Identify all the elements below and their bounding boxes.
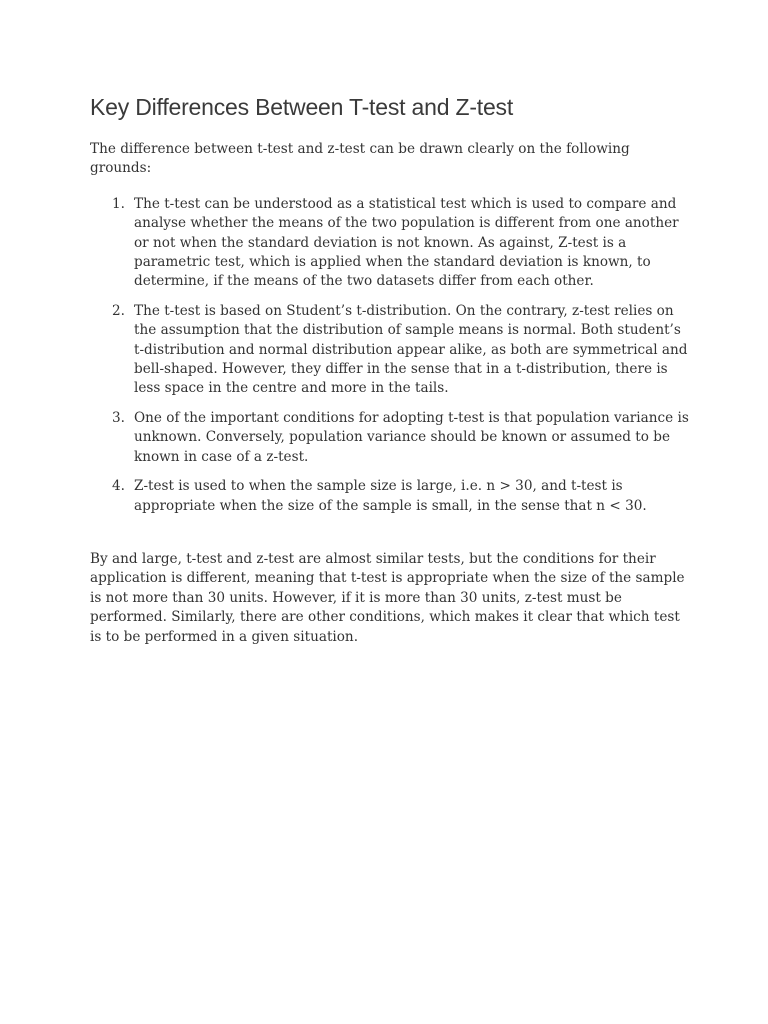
intro-paragraph: The difference between t-test and z-test can be drawn clearly on the following grounds:	[90, 141, 630, 177]
list-item-text: Z-test is used to when the sample size is large, i.e. n > 30, and t-test is appropriate when the size of the sample is small, in the sense that n < 30.	[134, 478, 647, 514]
conclusion-paragraph: By and large, t-test and z-test are almost similar tests, but the conditions for their application is different, meaning that t-test is appropriate when the size of the sample is not more than 30 units. However, if it is more than 30 units, z-test must be performed. Similarly, there are other conditions, which makes it clear that which test is to be performed in a given situation.	[90, 550, 685, 645]
list-item-number: 1.	[112, 195, 125, 212]
differences-list	[90, 195, 690, 516]
list-item-text: The t-test can be understood as a statistical test which is used to compare and analyse whether the means of the two population is different from one another or not when the standard deviation is not known. As against, Z-test is a parametric test, which is applied when the standard deviation is known, to determine, if the means of the two datasets differ from each other.	[134, 195, 679, 290]
list-item-text: The t-test is based on Student’s t-distribution. On the contrary, z-test relies on the assumption that the distribution of sample means is normal. Both student’s t-distribution and normal distribution appear alike, as both are symmetrical and bell-shaped. However, they differ in the sense that in a t-distribution, there is less space in the centre and more in the tails.	[134, 302, 688, 397]
list-item	[90, 302, 690, 399]
list-item-number: 2.	[112, 302, 125, 319]
list-item	[90, 477, 690, 516]
list-item	[90, 409, 690, 467]
page-title: Key Differences Between T-test and Z-test	[90, 94, 514, 120]
document-page	[90, 92, 690, 647]
list-item-number: 4.	[112, 478, 125, 495]
list-item-text: One of the important conditions for adopting t-test is that population variance is unknown. Conversely, population variance should be known or assumed to be known in case of a z-test.	[134, 409, 689, 465]
list-item	[90, 195, 690, 292]
list-item-number: 3.	[112, 409, 125, 426]
